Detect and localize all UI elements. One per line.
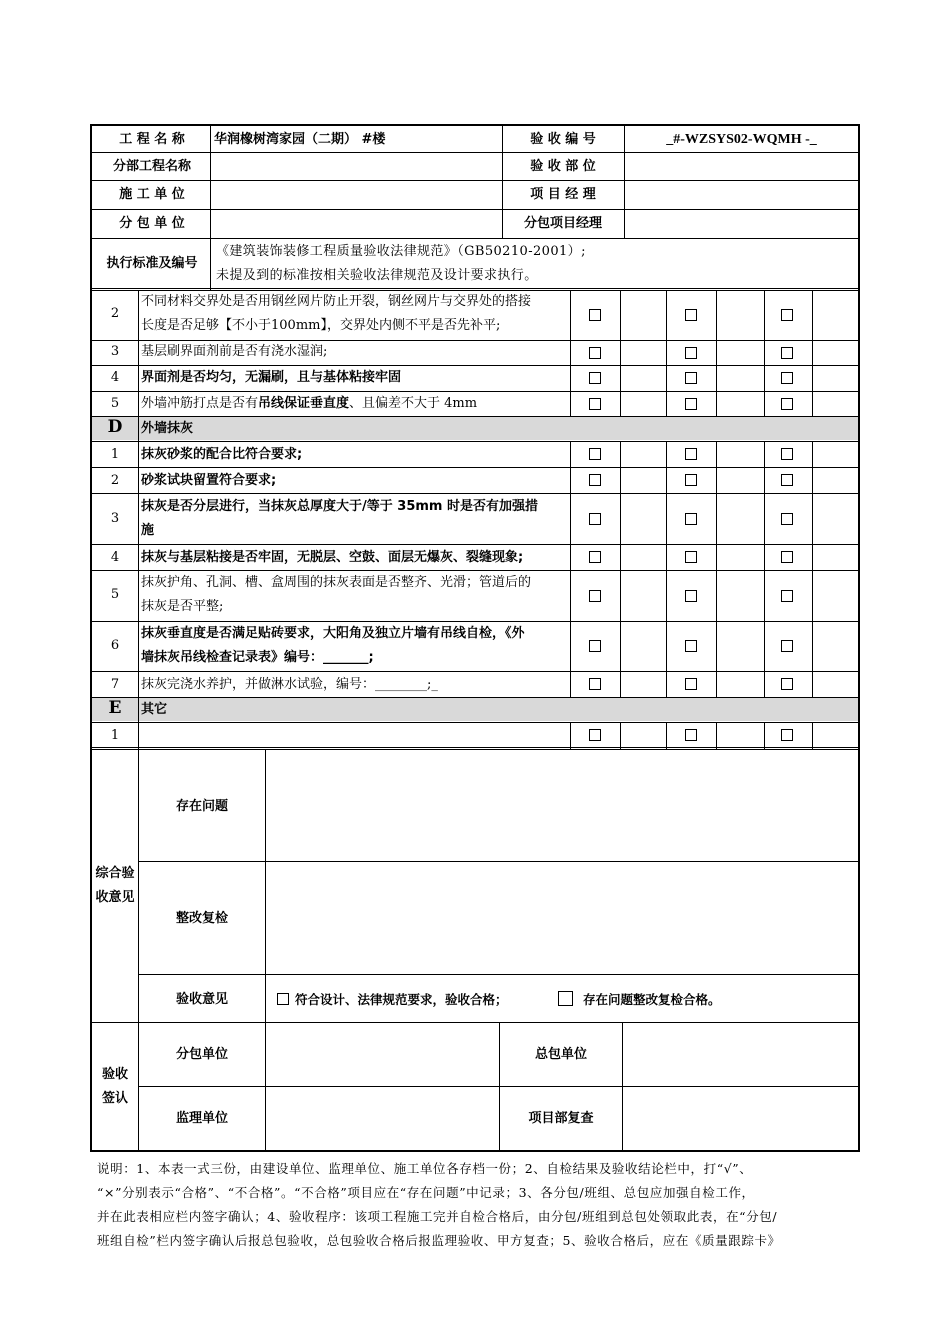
checkbox[interactable] [685,309,697,321]
construction-unit-label: 施 工 单 位 [119,187,185,202]
item-text: 抹灰砂浆的配合比符合要求; [141,447,303,462]
grid-line [265,749,266,1152]
checkbox[interactable] [589,372,601,384]
grid-line [92,747,858,748]
grid-line [812,290,813,416]
item-number: 7 [110,677,120,692]
checkbox[interactable] [781,474,793,486]
item-text: 抹灰与基层粘接是否牢固，无脱层、空鼓、面层无爆灰、裂缝现象; [141,550,524,565]
grid-line [92,749,858,750]
grid-line [716,290,717,416]
checkbox[interactable] [781,640,793,652]
grid-line [92,697,858,698]
grid-line [570,722,571,749]
item-text: 基层刷界面剂前是否有浇水湿润; [141,344,328,359]
grid-line [92,570,858,571]
grid-line [764,722,765,749]
item-number: 1 [110,447,120,462]
item-number: 5 [110,587,120,602]
checkbox[interactable] [589,590,601,602]
checkbox[interactable] [685,678,697,690]
checkbox[interactable] [781,372,793,384]
rectify-label: 整改复检 [175,911,228,926]
grid-line [92,180,858,181]
pass-option-label: 符合设计、法律规范要求，验收合格； [295,992,508,1007]
item-number: 1 [110,728,120,743]
checkbox[interactable] [781,590,793,602]
item-number: 4 [110,550,120,565]
checkbox[interactable] [781,513,793,525]
general-sign-label: 总包单位 [534,1047,587,1062]
grid-line [812,441,813,697]
grid-line [570,290,571,416]
checkbox[interactable] [589,398,601,410]
checkbox[interactable] [589,551,601,563]
grid-line [138,749,139,1152]
standard-line1: 《建筑装饰装修工程质量验收法律规范》（GB50210-2001）; [216,244,586,259]
grid-line [666,722,667,749]
section-e-title: 其它 [141,702,168,717]
item-text: 砂浆试块留置符合要求; [141,473,277,488]
grid-line [620,441,621,697]
grid-line [622,1022,623,1152]
section-d-header [92,416,858,440]
checkbox[interactable] [589,678,601,690]
item-text: 抹灰垂直度是否满足贴砖要求，大阳角及独立片墙有吊线自检，《外 [141,626,525,641]
grid-line [92,152,858,153]
item-number: 3 [110,344,120,359]
checkbox[interactable] [685,398,697,410]
note-line: “×”分别表示“合格”、“不合格”。“不合格”项目应在“存在问题”中记录；3、各分包/班组、总包应加强自检工作， [97,1185,755,1200]
grid-line [138,416,139,441]
rectified-option-label: 存在问题整改复检合格。 [583,992,721,1007]
grid-line [620,722,621,749]
grid-line [502,126,503,238]
grid-line [92,290,858,291]
sign-label-line2: 签认 [101,1091,128,1106]
checkbox[interactable] [685,640,697,652]
grid-line [764,441,765,697]
checkbox[interactable] [589,513,601,525]
item-text-part: 、且偏差不大于 4mm [349,396,478,411]
checkbox[interactable] [781,398,793,410]
grid-line [92,493,858,494]
checkbox[interactable] [685,513,697,525]
checkbox[interactable] [589,347,601,359]
standard-label: 执行标准及编号 [106,256,198,271]
checkbox[interactable] [781,347,793,359]
item-text: 抹灰是否分层进行，当抹灰总厚度大于/等于 35mm 时是否有加强措 [141,499,538,514]
project-name-label: 工 程 名 称 [119,132,185,147]
problems-label: 存在问题 [175,799,228,814]
grid-line [138,861,858,862]
item-text: 墙抹灰吊线检查记录表》编号：_______; [141,650,374,665]
grid-line [92,544,858,545]
checkbox[interactable] [589,474,601,486]
summary-label-line2: 收意见 [95,890,135,905]
item-text-part: 外墙冲筋打点是否有 [141,396,259,411]
accept-no-value: _#-WZSYS02-WQMH -_ [666,132,817,147]
grid-line [138,1086,858,1087]
section-d-letter: D [107,417,123,437]
grid-line [92,391,858,392]
item-text: 施 [141,523,155,538]
accept-no-label: 验 收 编 号 [530,132,596,147]
opinion-label: 验收意见 [175,992,228,1007]
checkbox[interactable] [781,678,793,690]
checkbox[interactable] [781,309,793,321]
grid-line [92,340,858,341]
grid-line [210,126,211,290]
grid-line [92,209,858,210]
note-line: 说明：1、本表一式三份，由建设单位、监理单位、施工单位各存档一份；2、自检结果及验收结论栏中，打“√”、 [97,1161,753,1176]
grid-line [138,441,139,697]
item-number: 2 [110,473,120,488]
item-text [141,394,477,413]
checkbox[interactable] [589,640,601,652]
rectified-checkbox[interactable] [558,991,573,1006]
grid-line [716,441,717,697]
checkbox[interactable] [685,347,697,359]
grid-line [138,290,139,416]
subcontract-sign-label: 分包单位 [175,1047,228,1062]
grid-line [92,467,858,468]
checkbox[interactable] [589,309,601,321]
grid-line [92,671,858,672]
item-text: 不同材料交界处是否用钢丝网片防止开裂，钢丝网片与交界处的搭接 [141,294,532,309]
item-number: 6 [110,638,120,653]
project-manager-label: 项 目 经 理 [530,187,596,202]
grid-line [138,974,858,975]
item-text: 界面剂是否均匀，无漏刷，且与基体粘接牢固 [141,370,402,385]
grid-line [716,722,717,749]
section-e-header [92,697,858,721]
grid-line [764,290,765,416]
checkbox[interactable] [685,474,697,486]
section-d-title: 外墙抹灰 [141,421,194,436]
checkbox[interactable] [589,729,601,741]
grid-line [138,722,139,749]
summary-label-line1: 综合验 [95,866,135,881]
item-number: 2 [110,306,120,321]
supervisor-sign-label: 监理单位 [175,1111,228,1126]
item-number: 3 [110,511,120,526]
item-text: 抹灰完浇水养护，并做淋水试验，编号：________;_ [141,677,438,692]
section-e-letter: E [108,698,122,718]
grid-line [499,1022,500,1152]
checkbox[interactable] [685,729,697,741]
checkbox[interactable] [685,551,697,563]
checkbox[interactable] [781,448,793,460]
pass-checkbox[interactable] [277,993,289,1005]
item-number: 5 [110,396,120,411]
grid-line [92,621,858,622]
grid-line [620,290,621,416]
checkbox[interactable] [781,729,793,741]
grid-line [812,722,813,749]
grid-line [92,238,858,239]
grid-line [138,697,139,722]
grid-line [624,126,625,238]
subcontract-unit-label: 分 包 单 位 [119,216,185,231]
grid-line [92,365,858,366]
subcontract-pm-label: 分包项目经理 [523,216,602,231]
checkbox[interactable] [781,551,793,563]
grid-line [666,290,667,416]
checkbox[interactable] [685,448,697,460]
sign-label-line1: 验收 [101,1067,128,1082]
note-line: 并在此表相应栏内签字确认；4、验收程序：该项工程施工完并自检合格后，由分包/班组到总包处领取此表，在“分包/ [97,1209,778,1224]
grid-line [92,288,858,289]
review-sign-label: 项目部复查 [528,1111,594,1126]
checkbox[interactable] [685,372,697,384]
item-text: 长度是否足够【不小于100mm】，交界处内侧不平是否先补平; [141,318,501,333]
project-name-value: 华润橡树湾家园（二期） #楼 [214,132,386,147]
grid-line [666,441,667,697]
checkbox[interactable] [685,590,697,602]
item-text: 抹灰是否平整; [141,599,224,614]
grid-line [92,1022,858,1023]
accept-part-label: 验 收 部 位 [530,159,596,174]
grid-line [92,722,858,723]
checkbox[interactable] [589,448,601,460]
item-text: 抹灰护角、孔洞、槽、盒周围的抹灰表面是否整齐、光滑；管道后的 [141,575,532,590]
sub-project-label: 分部工程名称 [112,159,191,174]
grid-line [570,441,571,697]
item-number: 4 [110,370,120,385]
item-text-emphasis: 吊线保证垂直度 [258,396,350,411]
grid-line [92,441,858,442]
note-line: 班组自检”栏内签字确认后报总包验收，总包验收合格后报监理验收、甲方复查；5、验收合格后，应在《质量跟踪卡》 [97,1233,781,1248]
standard-line2: 未提及到的标准按相关验收法律规范及设计要求执行。 [216,268,538,283]
grid-line [92,416,858,417]
